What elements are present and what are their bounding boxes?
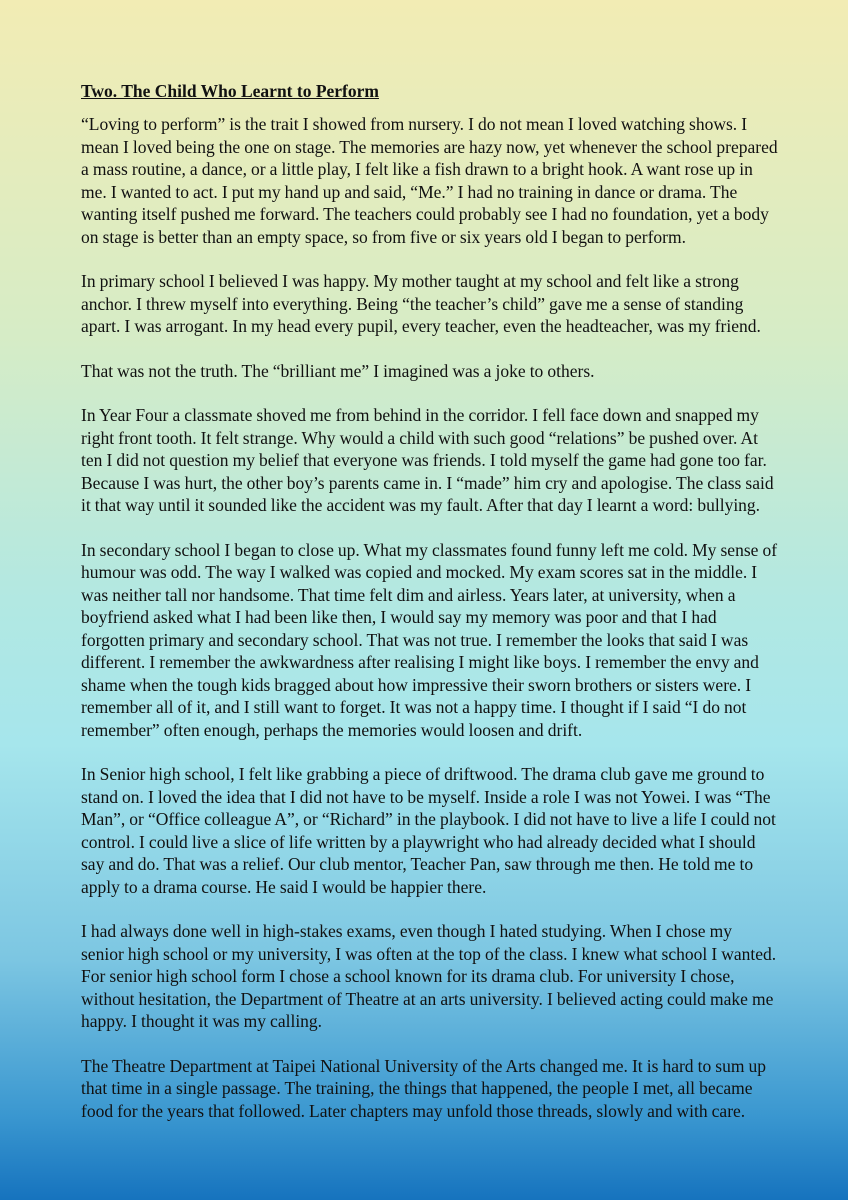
paragraph-5: In secondary school I began to close up. What my classmates found funny left me cold. My sense of humour was odd. The way I walked was copied and mocked. My exam scores sat in the middle. I was neither tall nor handsome. That time felt dim and airless. Years later, at university, when a boyfriend asked what I had been like then, I would say my memory was poor and that I had forgotten primary and secondary school. That was not true. I remember the looks that said I was different. I remember the awkwardness after realising I might like boys. I remember the envy and shame when the tough kids bragged about how impressive their sworn brothers or sisters were. I remember all of it, and I still want to forget. It was not a happy time. I thought if I said “I do not remember” often enough, perhaps the memories would loosen and drift.: [81, 539, 778, 740]
paragraph-7: I had always done well in high-stakes exams, even though I hated studying. When I chose my senior high school or my university, I was often at the top of the class. I knew what school I wanted. For senior high school form I chose a school known for its drama club. For university I chose, without hesitation, the Department of Theatre at an arts university. I believed acting could make me happy. I thought it was my calling.: [81, 921, 777, 1031]
paragraph-4: In Year Four a classmate shoved me from behind in the corridor. I fell face down and snapped my right front tooth. It felt strange. Why would a child with such good “relations” be pushed over. At ten I did not question my belief that everyone was friends. I told myself the game had gone too far. Because I was hurt, the other boy’s parents came in. I “made” him cry and apologise. The class said it that way until it sounded like the accident was my fault. After that day I learnt a word: bullying.: [81, 405, 774, 515]
paragraph-1: “Loving to perform” is the trait I showed from nursery. I do not mean I loved watching shows. I mean I loved being the one on stage. The memories are hazy now, yet whenever the school prepared a mass routine, a dance, or a little play, I felt like a fish drawn to a bright hook. A want rose up in me. I wanted to act. I put my hand up and said, “Me.” I had no training in dance or drama. The wanting itself pushed me forward. The teachers could probably see I had no foundation, yet a body on stage is better than an empty space, so from five or six years old I began to perform.: [81, 114, 778, 247]
paragraph-6: In Senior high school, I felt like grabbing a piece of driftwood. The drama club gave me ground to stand on. I loved the idea that I did not have to be myself. Inside a role I was not Yowei. I was “The Man”, or “Office colleague A”, or “Richard” in the playbook. I did not have to live a life I could not control. I could live a slice of life written by a playwright who had already decided what I should say and do. That was a relief. Our club mentor, Teacher Pan, saw through me then. He told me to apply to a drama course. He said I would be happier there.: [81, 764, 776, 897]
chapter-title: Two. The Child Who Learnt to Perform: [81, 81, 379, 101]
paragraph-2: In primary school I believed I was happy. My mother taught at my school and felt like a strong anchor. I threw myself into everything. Being “the teacher’s child” gave me a sense of standing apart. I was arrogant. In my head every pupil, every teacher, even the headteacher, was my friend.: [81, 271, 761, 336]
paragraph-3: That was not the truth. The “brilliant me” I imagined was a joke to others.: [81, 360, 595, 381]
paragraph-8: The Theatre Department at Taipei National University of the Arts changed me. It is hard to sum up that time in a single passage. The training, the things that happened, the people I met, all became food for the years that followed. Later chapters may unfold those threads, slowly and with care.: [81, 1055, 767, 1121]
